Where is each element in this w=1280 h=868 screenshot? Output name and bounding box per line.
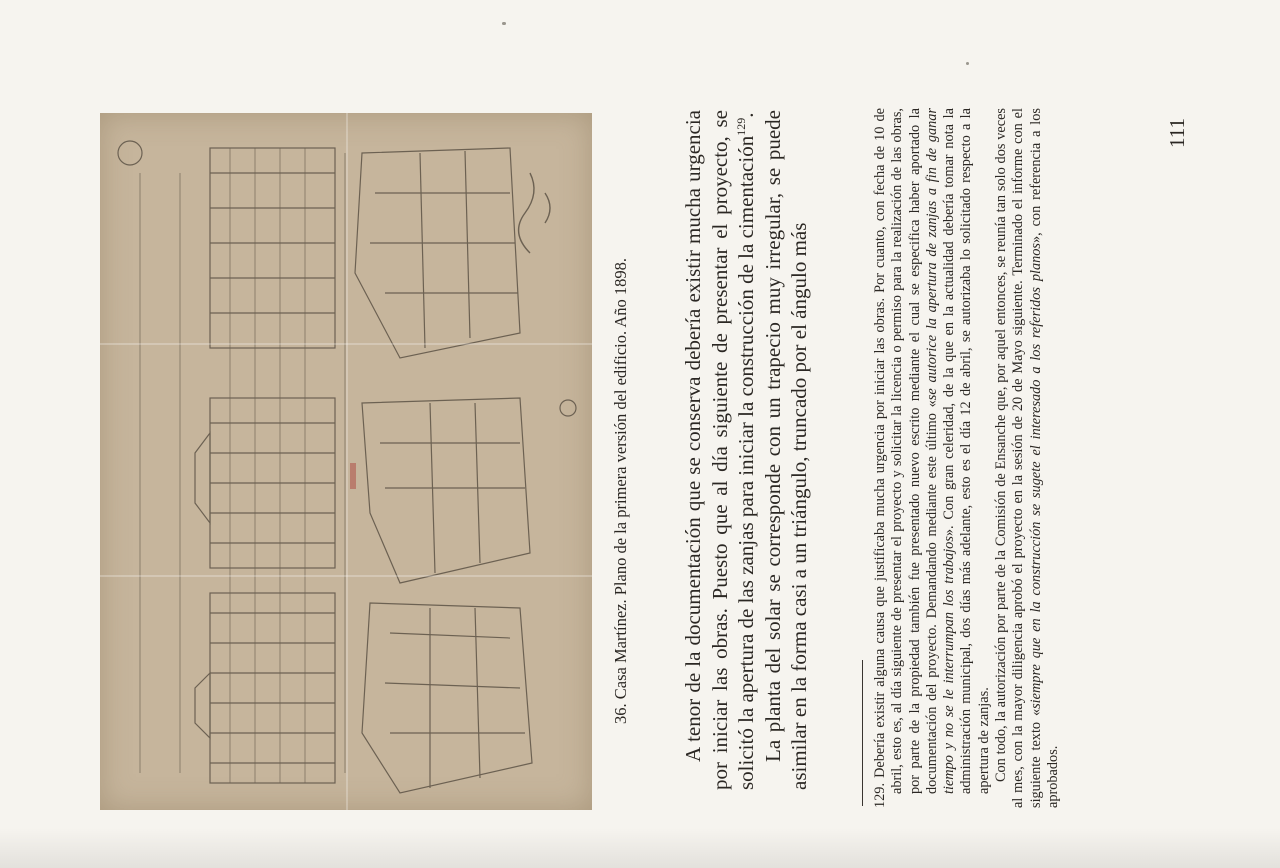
facade-elevation-2 — [195, 398, 335, 568]
facade-elevation-1 — [195, 593, 335, 783]
paragraph-1-text: A tenor de la documentación que se conserva debería existir mucha urgencia por iniciar las obras. Puesto que al día siguiente de presentar el proyecto, se solicitó la apertura de las zanjas para iniciar la construcción de la cimentación — [681, 110, 758, 790]
footnote-text: Debería existir alguna causa que justificaba mucha urgencia por iniciar las obras. Por cuanto, con fecha de 10 de abril, esto es, al día siguiente de presentar el proyecto y solicitar la licencia o permiso para la realización de las obras, por parte de la propiedad también fue presentado nuevo escrito mediante el cual se especifica haber aportado la documentación del proyecto. Demandando mediante este último « — [872, 108, 940, 794]
paragraph-1 — [680, 110, 760, 790]
paragraph-2: La planta del solar se corresponde con un trapecio muy irregular, se puede asimilar en la forma casi a un triángulo, truncado por el ángulo más — [760, 110, 811, 790]
footnote-129 — [872, 108, 1122, 808]
floor-plan-2 — [362, 398, 530, 583]
body-text — [680, 110, 840, 790]
dust-speck — [966, 62, 969, 65]
fold-line — [346, 113, 348, 810]
red-stamp — [350, 463, 356, 489]
page-number: 111 — [1165, 118, 1189, 148]
footnote-number: 129. — [872, 782, 888, 808]
footnote-quote: se autorice la apertura de zanjas a fin de ganar tiempo y no se le interrumpan los trabajos — [923, 108, 958, 794]
paragraph-1-end: . — [734, 112, 758, 118]
floor-plan-3 — [355, 148, 520, 358]
floor-plan-1 — [362, 603, 532, 793]
footnote-text: Con todo, la autorización por parte de la Comisión de Ensanche que, por aquel entonces, se reunía tan solo dos veces al mes, con la mayor diligencia aprobó el proyecto en la sesión de 20 de Mayo siguiente. Terminado el informe con el siguiente texto « — [993, 108, 1044, 808]
blueprint-figure — [100, 113, 592, 810]
figure-caption: 36. Casa Martínez. Plano de la primera versión del edificio. Año 1898. — [611, 257, 630, 724]
footnote-ref-129: 129 — [734, 117, 748, 136]
footnote-quote: siempre que en la construcción se sugete el interesado a los referidos planos — [1027, 243, 1044, 709]
facade-elevation-3 — [210, 148, 335, 348]
footnote-paragraph-2 — [993, 108, 1062, 808]
footnote-separator — [862, 660, 863, 806]
dust-speck — [502, 22, 506, 25]
footnote-text: ». Con gran celeridad, de la que en la actualidad debería tomar nota la administración municipal, dos días más adelante, esto es el día 12 de abril, se autorizaba lo solicitado respecto a la apertura de zanjas. — [941, 108, 992, 794]
footnote-paragraph-1 — [872, 108, 993, 808]
footnote-text: », con referencia a los aprobados. — [1027, 108, 1061, 808]
